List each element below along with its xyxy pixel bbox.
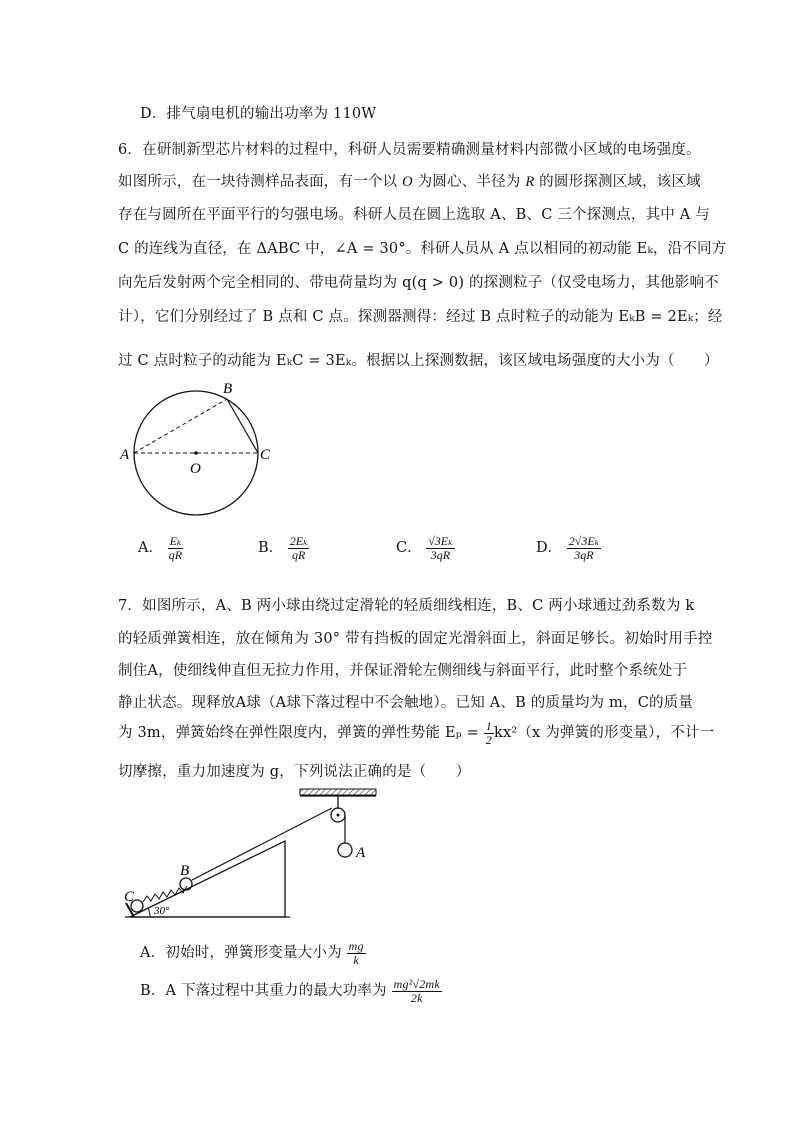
q7-line-3: 制住A，使细线伸直但无拉力作用，并保证滑轮左侧细线与斜面平行，此时整个系统处于 — [118, 663, 688, 679]
prev-option-d: D．排气扇电机的输出功率为 110W — [140, 106, 377, 122]
q7-pulley-axle — [337, 814, 340, 817]
q7-label-b: B — [180, 863, 190, 879]
q7-frac-den: 2 — [485, 732, 492, 747]
q6-line-2a: 如图所示，在一块待测样品表面，有一个以 — [118, 174, 403, 190]
q6-line-4: C 的连线为直径，在 ΔABC 中，∠A = 30°。科研人员从 A 点以相同的初动能 Eₖ，沿不同方 — [118, 241, 727, 257]
q7-ceiling — [300, 789, 376, 795]
q6-line-6: 计），它们分别经过了 B 点和 C 点。探测器测得：经过 B 点时粒子的动能为 EₖB = 2Eₖ；经 — [118, 309, 723, 325]
q7-rope-b — [192, 808, 332, 880]
q7-line-5b: kx²（x 为弹簧的形变量），不计一 — [493, 725, 715, 742]
q7-line-4: 静止状态。现释放A球（A球下落过程中不会触地）。已知 A、B 的质量均为 m，C的质量 — [118, 695, 694, 711]
q6-option-d-num: 2√3Eₖ — [568, 534, 600, 548]
q7-option-b[interactable] — [140, 978, 442, 1004]
q6-line-7: 过 C 点时粒子的动能为 EₖC = 3Eₖ。根据以上探测数据，该区域电场强度的大小为（ ） — [118, 353, 719, 369]
q6-label-a: A — [120, 447, 130, 463]
q7-line-2: 的轻质弹簧相连，放在倾角为 30° 带有挡板的固定光滑斜面上，斜面足够长。初始时用手控 — [118, 631, 713, 647]
q6-option-b-label: B． — [258, 540, 284, 557]
q6-line-1: 6．在研制新型芯片材料的过程中，科研人员需要精确测量材料内部微小区域的电场强度。 — [118, 142, 701, 158]
q6-option-c-den: 3qR — [430, 547, 451, 562]
q6-line-2c: 为圆心、半径为 — [412, 174, 526, 190]
q6-center-o: O — [402, 174, 413, 190]
q6-circle-figure — [110, 378, 280, 523]
q7-option-b-text: B．A 下落过程中其重力的最大功率为 — [140, 983, 387, 1000]
q6-line-2e: 的圆形探测区域，该区域 — [534, 174, 701, 190]
q7-line-5 — [118, 720, 714, 746]
q6-center-dot — [194, 451, 198, 455]
q7-line-6: 切摩擦，重力加速度为 g，下列说法正确的是（ ） — [118, 764, 471, 780]
q7-option-b-den: 2k — [410, 990, 423, 1005]
q7-option-a-num: mg — [348, 939, 364, 953]
q6-option-a-num: Eₖ — [169, 534, 182, 548]
q6-option-d[interactable] — [536, 535, 601, 561]
q6-chord-bc — [227, 399, 258, 453]
q7-option-b-num: mg²√2mk — [393, 977, 440, 991]
q7-option-a-text: A．初始时，弹簧形变量大小为 — [140, 945, 342, 962]
q6-option-a-den: qR — [168, 547, 183, 562]
q6-label-c: C — [260, 447, 271, 463]
q6-option-b-num: 2Eₖ — [289, 534, 308, 548]
q6-label-b: B — [223, 381, 233, 397]
q7-line-1: 7．如图所示，A、B 两小球由绕过定滑轮的轻质细线相连，B、C 两小球通过劲系数为 k — [118, 598, 695, 614]
q6-option-d-den: 3qR — [574, 547, 594, 562]
q7-frac-num: 1 — [485, 719, 492, 733]
q7-ball-a — [338, 843, 352, 857]
q6-chord-ab — [134, 399, 227, 453]
q6-line-2 — [118, 170, 701, 191]
q6-option-b-den: qR — [291, 547, 306, 562]
q7-option-a[interactable] — [140, 940, 366, 966]
q6-option-d-label: D． — [536, 540, 563, 557]
q6-line-3: 存在与圆所在平面平行的匀强电场。科研人员在圆上选取 A、B、C 三个探测点，其中 A 与 — [118, 207, 710, 223]
q6-option-a-label: A． — [138, 540, 163, 557]
q6-label-o: O — [190, 461, 201, 477]
q7-line-5a: 为 3m，弹簧始终在弹性限度内，弹簧的弹性势能 Eₚ = — [118, 725, 484, 742]
q6-line-5: 向先后发射两个完全相同的、带电荷量均为 q(q > 0) 的探测粒子（仅受电场力，其他影响不 — [118, 275, 719, 291]
q7-label-c: C — [124, 889, 135, 905]
q7-label-angle: 30° — [154, 905, 170, 917]
q7-label-a: A — [356, 845, 366, 861]
q7-incline-figure — [120, 785, 390, 925]
q6-option-a[interactable] — [138, 535, 183, 561]
q6-option-c-num: √3Eₖ — [428, 534, 453, 548]
q6-option-b[interactable] — [258, 535, 309, 561]
q7-option-a-den: k — [353, 952, 359, 967]
q6-option-c-label: C． — [396, 540, 422, 557]
q6-radius-r: R — [525, 174, 535, 190]
q6-option-c[interactable] — [396, 535, 455, 561]
q7-angle-arc — [148, 908, 150, 917]
